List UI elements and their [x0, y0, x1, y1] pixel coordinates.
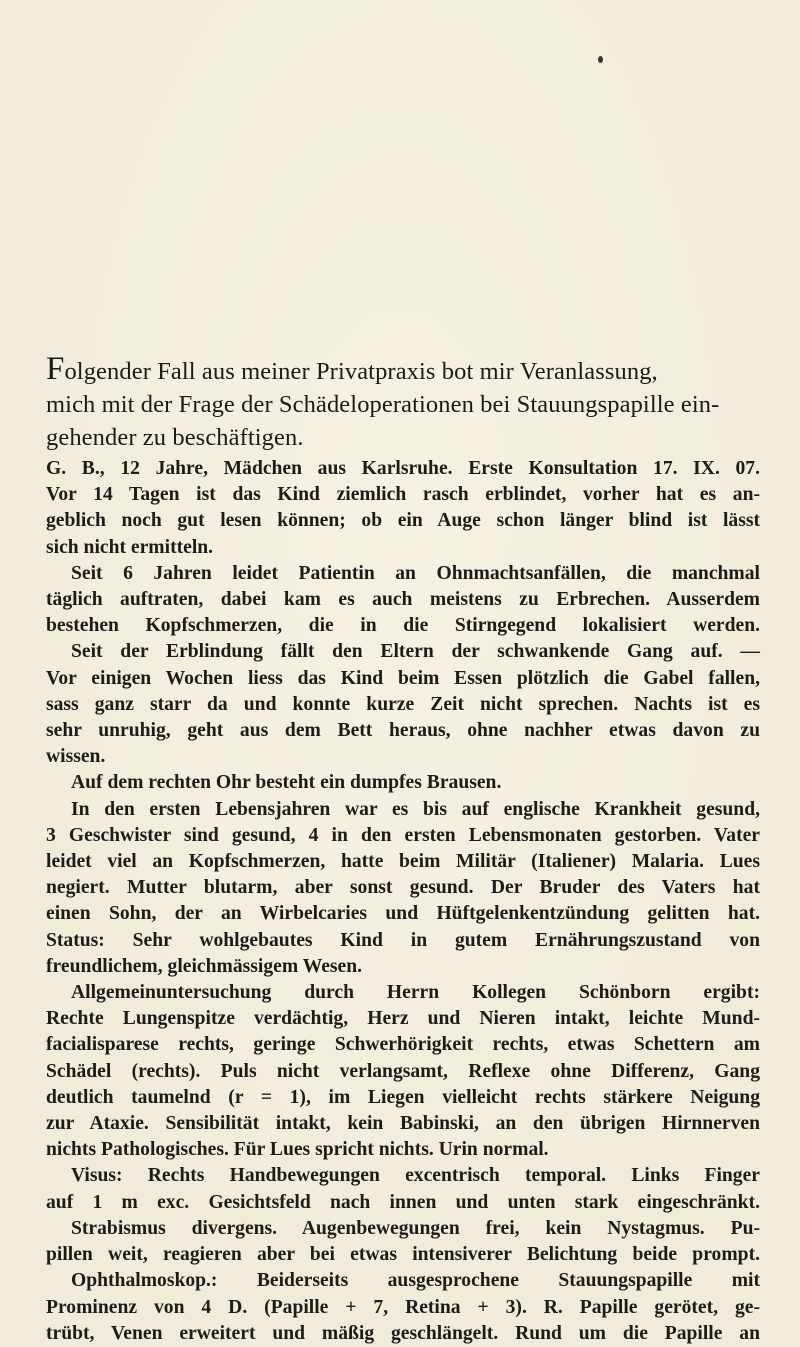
case-line: bestehen Kopfschmerzen, die in die Stirngegend lokalisiert werden.: [46, 615, 760, 637]
text-block: [46, 353, 760, 1347]
case-line: Auf dem rechten Ohr besteht ein dumpfes Brausen.: [71, 772, 502, 794]
case-line: Vor einigen Wochen liess das Kind beim Essen plötzlich die Gabel fallen,: [46, 667, 760, 689]
case-line: nichts Pathologisches. Für Lues spricht nichts. Urin normal.: [46, 1139, 549, 1161]
case-line: G. B., 12 Jahre, Mädchen aus Karlsruhe. Erste Konsultation 17. IX. 07.: [46, 458, 760, 479]
case-line: auf 1 m exc. Gesichtsfeld nach innen und unten stark eingeschränkt.: [46, 1191, 760, 1213]
case-line: leidet viel an Kopfschmerzen, hatte beim Militär (Italiener) Malaria. Lues: [46, 851, 760, 873]
case-line: Status: Sehr wohlgebautes Kind in gutem Ernährungszustand von: [46, 929, 760, 951]
case-line: negiert. Mutter blutarm, aber sonst gesund. Der Bruder des Vaters hat: [46, 877, 760, 899]
case-line: freundlichem, gleichmässigem Wesen.: [46, 955, 363, 977]
intro-line: gehender zu beschäftigen.: [46, 424, 304, 451]
case-line: Visus: Rechts Handbewegungen excentrisch temporal. Links Finger: [71, 1165, 760, 1187]
case-line: Schädel (rechts). Puls nicht verlangsamt, Reflexe ohne Differenz, Gang: [46, 1060, 760, 1082]
case-line: täglich auftraten, dabei kam es auch meistens zu Erbrechen. Ausserdem: [46, 589, 760, 611]
case-line: einen Sohn, der an Wirbelcaries und Hüftgelenkentzündung gelitten hat.: [46, 903, 760, 925]
drop-cap: F: [46, 351, 65, 387]
case-line: Seit der Erblindung fällt den Eltern der schwankende Gang auf. —: [71, 641, 760, 663]
case-line: zur Ataxie. Sensibilität intakt, kein Babinski, an den übrigen Hirnnerven: [46, 1113, 760, 1135]
case-line: Allgemeinuntersuchung durch Herrn Kollegen Schönborn ergibt:: [71, 982, 760, 1004]
case-line: Strabismus divergens. Augenbewegungen frei, kein Nystagmus. Pu-: [71, 1217, 760, 1239]
case-line: facialisparese rechts, geringe Schwerhörigkeit rechts, etwas Schettern am: [46, 1034, 760, 1056]
case-report: [46, 456, 760, 1347]
case-line: Seit 6 Jahren leidet Patientin an Ohnmachtsanfällen, die manchmal: [71, 562, 760, 584]
case-line: wissen.: [46, 746, 106, 768]
intro-line: mich mit der Frage der Schädeloperationen bei Stauungspapille ein-: [46, 391, 720, 418]
intro-paragraph: [46, 353, 760, 454]
case-line: pillen weit, reagieren aber bei etwas intensiverer Belichtung beide prompt.: [46, 1244, 760, 1266]
case-line: geblich noch gut lesen können; ob ein Auge schon länger blind ist lässt: [46, 510, 760, 532]
case-line: In den ersten Lebensjahren war es bis auf englische Krankheit gesund,: [71, 798, 760, 820]
case-line: trübt, Venen erweitert und mäßig geschlängelt. Rund um die Papille an: [46, 1322, 760, 1344]
case-line: deutlich taumelnd (r = 1), im Liegen vielleicht rechts stärkere Neigung: [46, 1086, 760, 1108]
case-line: sehr unruhig, geht aus dem Bett heraus, ohne nachher etwas davon zu: [46, 720, 760, 742]
case-line: sich nicht ermitteln.: [46, 536, 214, 558]
case-line: 3 Geschwister sind gesund, 4 in den ersten Lebensmonaten gestorben. Vater: [46, 824, 760, 846]
ink-speck: [598, 56, 603, 63]
case-line: sass ganz starr da und konnte kurze Zeit nicht sprechen. Nachts ist es: [46, 693, 760, 715]
case-line: Rechte Lungenspitze verdächtig, Herz und Nieren intakt, leichte Mund-: [46, 1008, 760, 1030]
intro-line: Folgender Fall aus meiner Privatpraxis bot mir Veranlassung,: [46, 351, 658, 387]
case-line: Prominenz von 4 D. (Papille + 7, Retina + 3). R. Papille gerötet, ge-: [46, 1296, 760, 1318]
case-line: Ophthalmoskop.: Beiderseits ausgesprochene Stauungspapille mit: [71, 1270, 760, 1292]
case-line: Vor 14 Tagen ist das Kind ziemlich rasch erblindet, vorher hat es an-: [46, 484, 760, 506]
